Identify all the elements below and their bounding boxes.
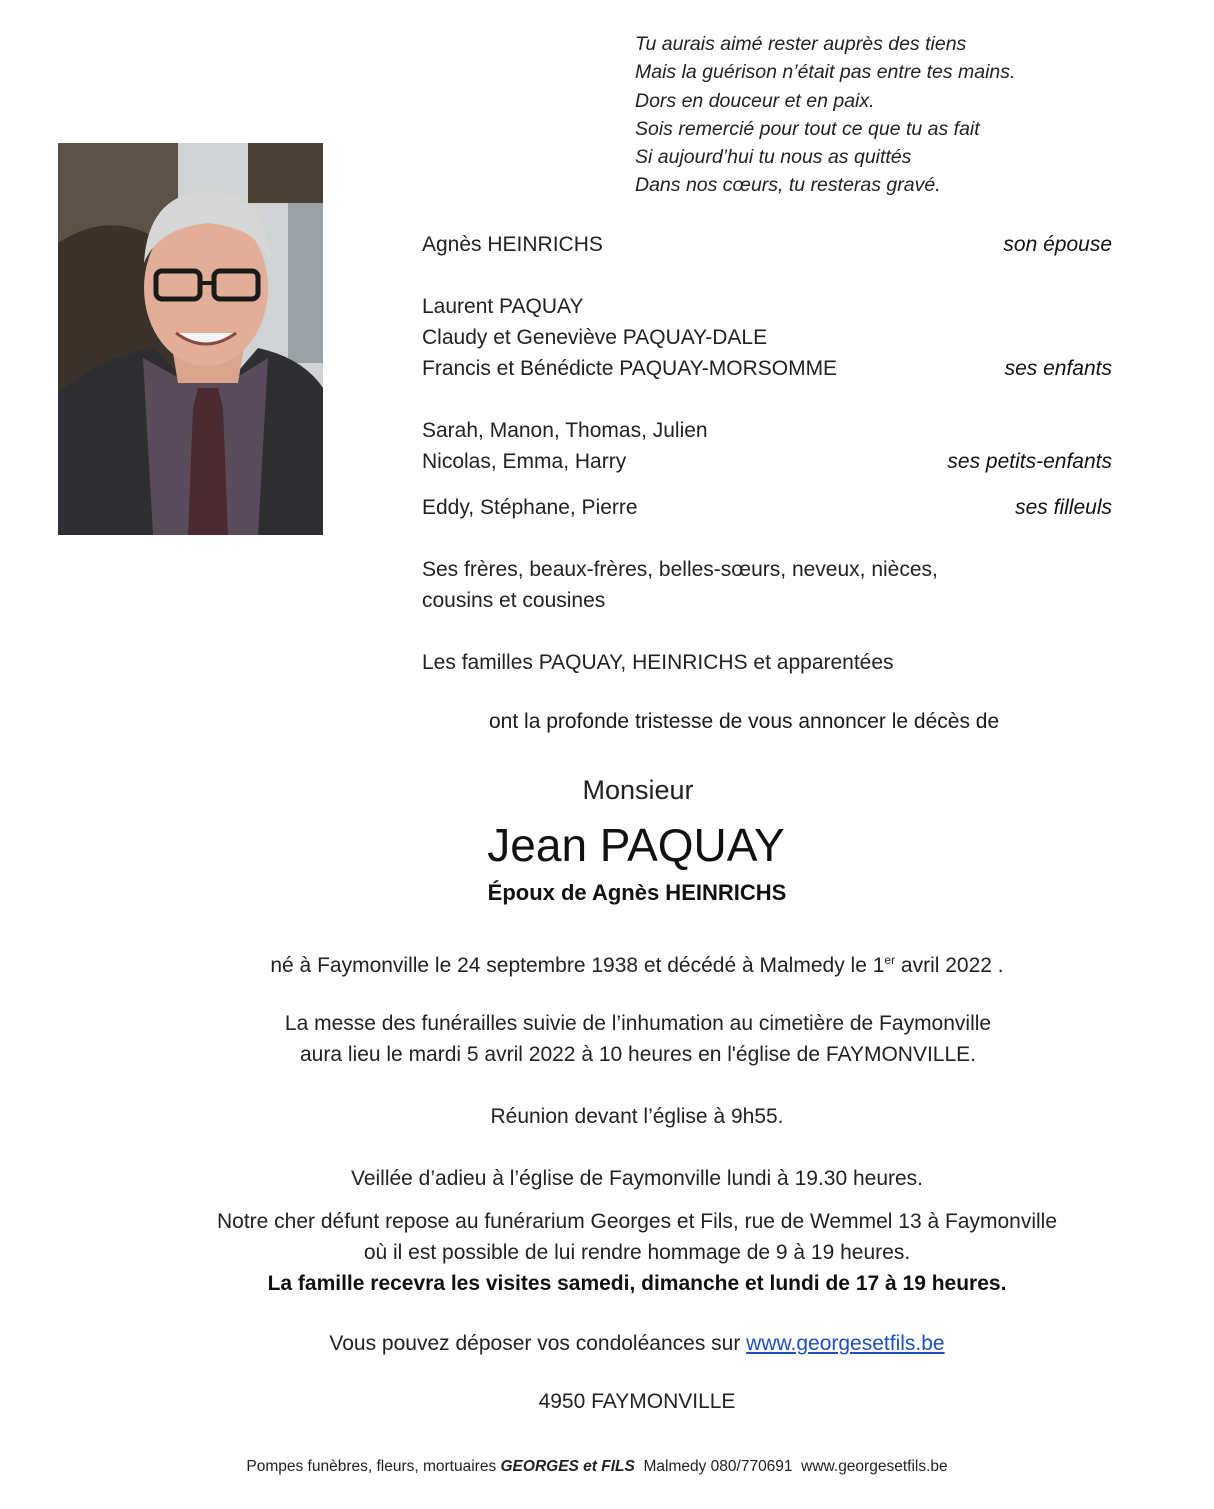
- child-name: Claudy et Geneviève PAQUAY-DALE: [422, 326, 768, 349]
- repose-info: [0, 1206, 1214, 1299]
- deceased-title: Monsieur: [582, 775, 694, 805]
- repose-line: Notre cher défunt repose au funérarium Georges et Fils, rue de Wemmel 13 à Faymonville: [217, 1210, 1057, 1233]
- godchildren-names: Eddy, Stéphane, Pierre: [422, 496, 638, 519]
- condolences-text: Vous pouvez déposer vos condoléances sur: [329, 1332, 747, 1355]
- poem-line: Si aujourd’hui tu nous as quittés: [635, 146, 912, 169]
- footer: [0, 1458, 1194, 1476]
- families-line: Les familles PAQUAY, HEINRICHS et apparentées: [422, 651, 894, 674]
- birth-death-text-end: avril 2022 .: [895, 954, 1004, 977]
- funeral-info: [0, 1008, 1214, 1070]
- poem-line: Dans nos cœurs, tu resteras gravé.: [635, 174, 941, 197]
- poem-line: Dors en douceur et en paix.: [635, 89, 875, 112]
- spouse-relation: son épouse: [1003, 233, 1112, 256]
- funeral-line: La messe des funérailles suivie de l’inhumation au cimetière de Faymonville: [284, 1012, 992, 1035]
- grandchildren-relation: ses petits-enfants: [947, 450, 1112, 473]
- family-families: [422, 647, 1112, 678]
- visits-line: La famille recevra les visites samedi, dimanche et lundi de 17 à 19 heures.: [267, 1272, 1007, 1295]
- family-spouse: [422, 229, 1112, 260]
- spouse-name: Agnès HEINRICHS: [422, 233, 603, 256]
- address: 4950 FAYMONVILLE: [538, 1390, 736, 1413]
- repose-line: où il est possible de lui rendre hommage de 9 à 19 heures.: [363, 1241, 911, 1264]
- poem: [635, 30, 1015, 200]
- meeting-info: Réunion devant l’église à 9h55.: [490, 1105, 784, 1128]
- portrait-illustration: [58, 143, 323, 535]
- deceased-name: Jean PAQUAY: [487, 819, 785, 871]
- birth-death-text: né à Faymonville le 24 septembre 1938 et décédé à Malmedy le 1: [270, 954, 885, 977]
- poem-line: Tu aurais aimé rester auprès des tiens: [635, 33, 967, 55]
- deceased-spouse-line: Époux de Agnès HEINRICHS: [487, 880, 787, 905]
- footer-prefix: Pompes funèbres, fleurs, mortuaires: [246, 1458, 501, 1475]
- family-children: [422, 291, 1112, 384]
- footer-suffix: Malmedy 080/770691 www.georgesetfils.be: [634, 1458, 948, 1475]
- funeral-line: aura lieu le mardi 5 avril 2022 à 10 heures en l'église de FAYMONVILLE.: [300, 1043, 976, 1066]
- vigil-info: Veillée d’adieu à l’église de Faymonville lundi à 19.30 heures.: [350, 1167, 924, 1190]
- children-relation: ses enfants: [1004, 357, 1112, 380]
- siblings-line: Ses frères, beaux-frères, belles-sœurs, neveux, nièces,: [422, 558, 938, 581]
- child-name: Laurent PAQUAY: [422, 295, 584, 318]
- child-name: Francis et Bénédicte PAQUAY-MORSOMME: [422, 357, 838, 380]
- birth-death-line: [0, 945, 1214, 981]
- ordinal-suffix: er: [884, 953, 896, 967]
- footer-brand: GEORGES et FILS: [500, 1458, 635, 1475]
- family-godchildren: [422, 492, 1112, 523]
- poem-line: Mais la guérison n’était pas entre tes mains.: [635, 61, 1016, 84]
- poem-line: Sois remercié pour tout ce que tu as fait: [635, 117, 980, 140]
- announcement: ont la profonde tristesse de vous annoncer le décès de: [489, 710, 1000, 733]
- family-grandchildren: [422, 415, 1112, 477]
- condolences-link[interactable]: www.georgesetfils.be: [746, 1332, 945, 1355]
- family-siblings: [422, 554, 1112, 616]
- condolences-line: [0, 1328, 1214, 1359]
- portrait-photo: [58, 143, 323, 535]
- godchildren-relation: ses filleuls: [1015, 496, 1112, 519]
- grandchild-names: Sarah, Manon, Thomas, Julien: [422, 419, 708, 442]
- siblings-line: cousins et cousines: [422, 589, 606, 612]
- grandchild-names: Nicolas, Emma, Harry: [422, 450, 627, 473]
